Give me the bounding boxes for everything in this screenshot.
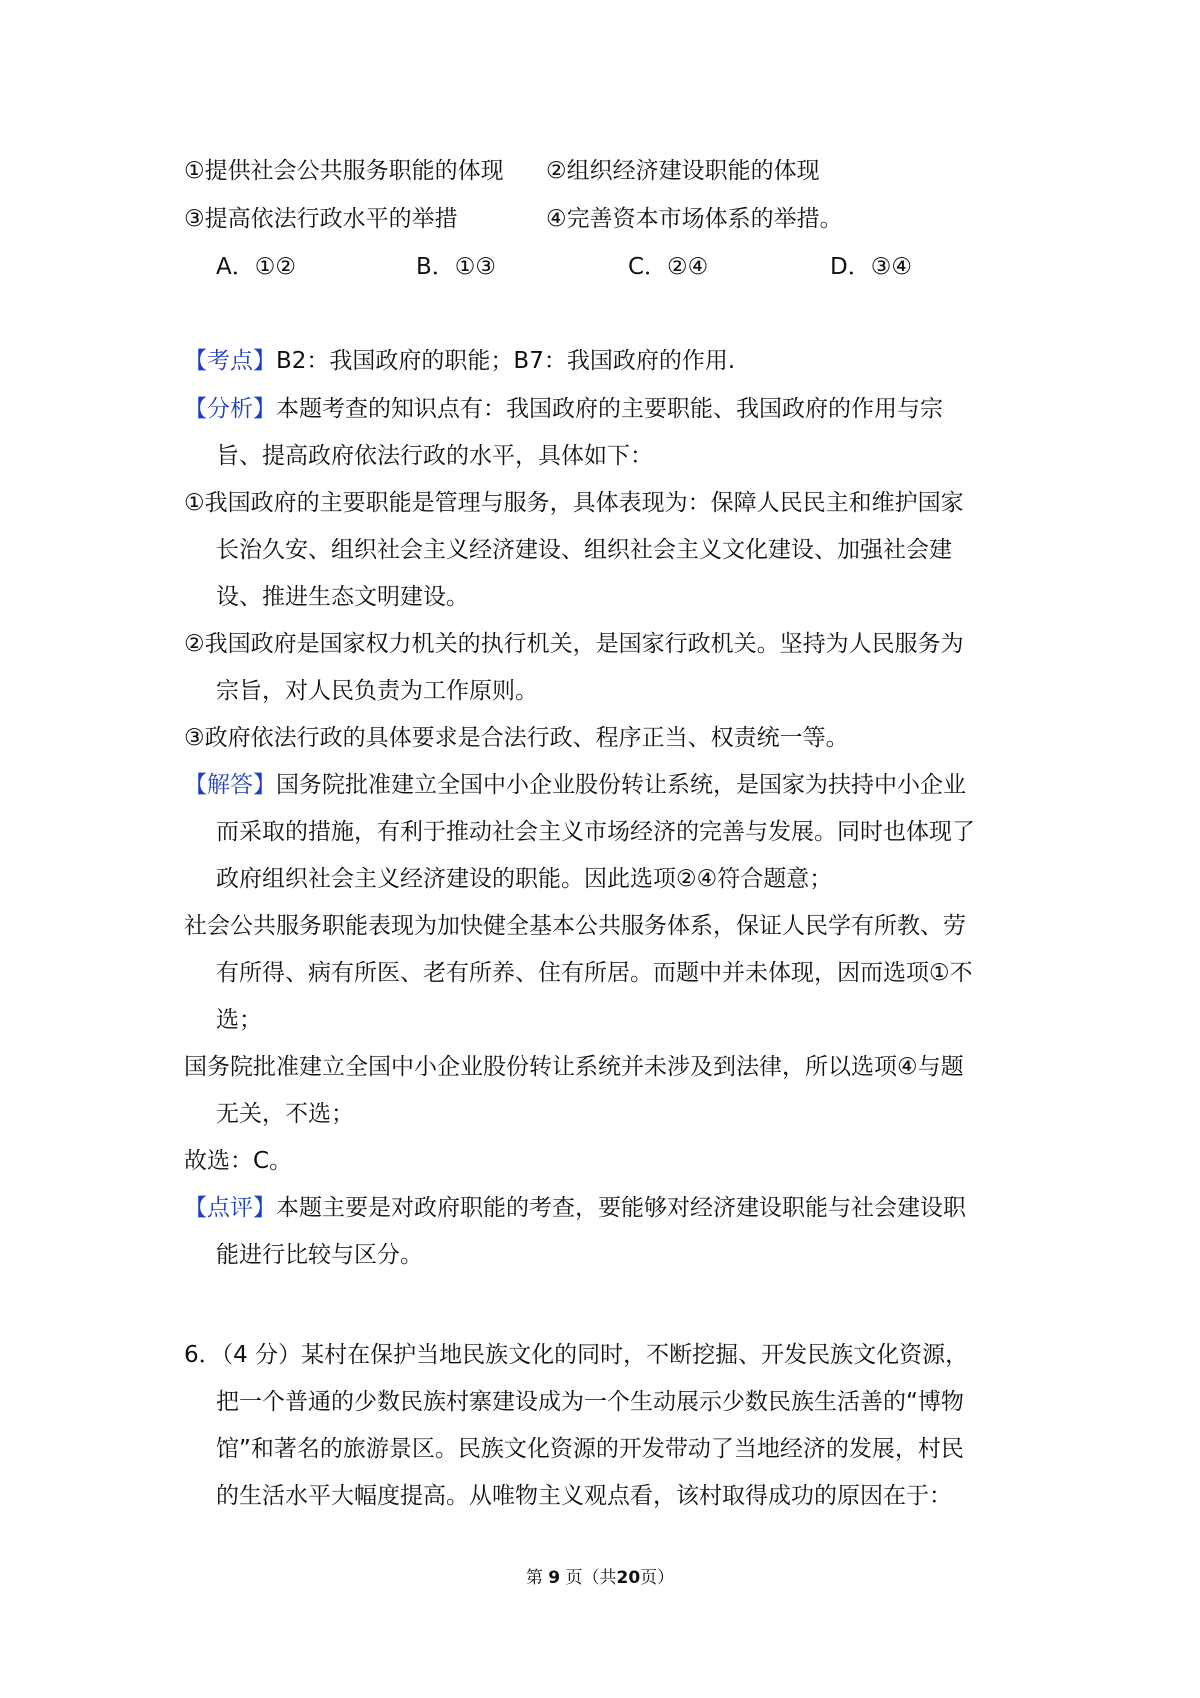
option-d: D．③④ (830, 254, 912, 280)
point3-line-1: ③政府依法行政的具体要求是合法行政、程序正当、权责统一等。 (184, 725, 849, 751)
fenxi-text-1: 本题考查的知识点有：我国政府的主要职能、我国政府的作用与宗 (276, 396, 943, 422)
para3-line-2: 无关，不选； (216, 1101, 354, 1127)
para3-line-1: 国务院批准建立全国中小企业股份转让系统并未涉及到法律，所以选项④与题 (184, 1054, 964, 1080)
point2-line-2: 宗旨，对人民负责为工作原则。 (216, 678, 538, 704)
footer-suffix: 页） (640, 1568, 675, 1588)
point2-line-1: ②我国政府是国家权力机关的执行机关，是国家行政机关。坚持为人民服务为 (184, 631, 964, 657)
question6-line-3: 馆”和著名的旅游景区。民族文化资源的开发带动了当地经济的发展，村民 (216, 1436, 964, 1462)
dianping-text-1: 本题主要是对政府职能的考查，要能够对经济建设职能与社会建设职 (276, 1195, 966, 1221)
para2-line-3: 选； (216, 1007, 262, 1033)
point1-line-1: ①我国政府的主要职能是管理与服务，具体表现为：保障人民民主和维护国家 (184, 490, 964, 516)
option-b: B．①③ (416, 254, 497, 280)
jieda-line-3: 政府组织社会主义经济建设的职能。因此选项②④符合题意； (216, 866, 833, 892)
jieda-line-1 (184, 770, 966, 800)
statement-3: ③提高依法行政水平的举措 (184, 206, 458, 232)
statement-4: ④完善资本市场体系的举措。 (546, 206, 843, 232)
footer-prefix: 第 (525, 1568, 543, 1588)
point1-line-3: 设、推进生态文明建设。 (216, 584, 469, 610)
dianping-line-1 (184, 1193, 966, 1223)
question6-line-1: 6．（4 分）某村在保护当地民族文化的同时，不断挖掘、开发民族文化资源， (184, 1342, 969, 1368)
jieda-line-2: 而采取的措施，有利于推动社会主义市场经济的完善与发展。同时也体现了 (216, 819, 975, 845)
answer-line: 故选：C。 (184, 1148, 293, 1174)
dianping-line-2: 能进行比较与区分。 (216, 1242, 423, 1268)
option-a: A．①② (216, 254, 296, 280)
option-c: C．②④ (628, 254, 709, 280)
fenxi-tag: 【分析】 (184, 396, 276, 422)
fenxi-line-2: 旨、提高政府依法行政的水平，具体如下： (216, 443, 653, 469)
dianping-tag: 【点评】 (184, 1195, 276, 1221)
kaodian-text: B2：我国政府的职能；B7：我国政府的作用. (276, 348, 736, 374)
para2-line-2: 有所得、病有所医、老有所养、住有所居。而题中并未体现，因而选项①不 (216, 960, 973, 986)
question6-line-4: 的生活水平大幅度提高。从唯物主义观点看，该村取得成功的原因在于： (216, 1483, 952, 1509)
fenxi-line-1 (184, 394, 943, 424)
statement-2: ②组织经济建设职能的体现 (546, 158, 820, 184)
point1-line-2: 长治久安、组织社会主义经济建设、组织社会主义文化建设、加强社会建 (216, 537, 952, 563)
footer-total-pages: 20 (616, 1568, 641, 1588)
para2-line-1: 社会公共服务职能表现为加快健全基本公共服务体系，保证人民学有所教、劳 (184, 913, 966, 939)
page-footer (0, 1566, 1200, 1590)
jieda-text-1: 国务院批准建立全国中小企业股份转让系统，是国家为扶持中小企业 (276, 772, 966, 798)
statement-1: ①提供社会公共服务职能的体现 (184, 158, 504, 184)
jieda-tag: 【解答】 (184, 772, 276, 798)
kaodian-line (184, 346, 735, 376)
footer-page-number: 9 (548, 1568, 561, 1588)
question6-line-2: 把一个普通的少数民族村寨建设成为一个生动展示少数民族生活善的“博物 (216, 1389, 964, 1415)
kaodian-tag: 【考点】 (184, 348, 276, 374)
footer-mid: 页（共 (565, 1568, 617, 1588)
